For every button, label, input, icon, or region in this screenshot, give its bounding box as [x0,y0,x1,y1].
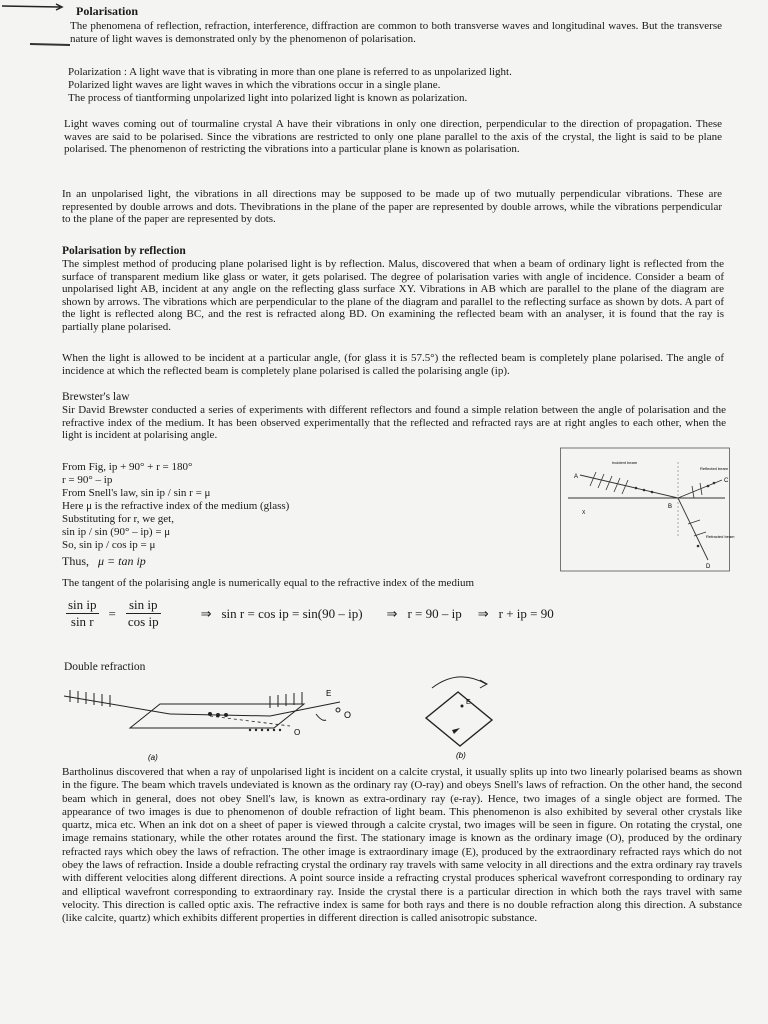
fraction-sin-over-sin [66,597,99,630]
point-b-label: B [668,504,673,510]
point-d-label: D [706,564,711,570]
point-c-label: C [724,478,729,484]
rotating-crystal-figure [410,668,510,760]
definition-line: Polarized light waves are light waves in which the vibrations occur in a single plane. [68,79,441,91]
derivation-line: From Snell's law, sin ip / sin r = μ [62,487,211,499]
implies-arrow: ⇒ [200,605,212,621]
derivation-line: Substituting for r, we get, [62,513,174,525]
heading-brewsters-law: Brewster's law [62,391,130,403]
tangent-equation: μ = tan ip [98,554,146,568]
implies-arrow: ⇒ [386,605,398,621]
polarising-angle-paragraph: When the light is allowed to be incident at a particular angle, (for glass it is 57.5°) the reflected beam is completely plane polarised. The angle of incidence at which the reflected beam is completely plane polarised is called the polarising angle (ip). [62,352,724,377]
reflected-beam-label: Reflected beam [700,466,729,471]
fraction-numerator: sin ip [126,597,161,614]
derivation-line: sin ip / sin (90° – ip) = μ [62,526,171,538]
page-title: Polarisation [76,4,138,18]
caption-b: (b) [456,751,466,760]
double-refraction-paragraph: Bartholinus discovered that when a ray of unpolarised light is incident on a calcite crystal, it usually splits up into two linearly polarised beams as shown in the figure. The beam which travels undeviated is known as the ordinary ray (O-ray) and obeys Snell's laws of refraction. On the other hand, the second beam which in general, does not obey Snell's law, is known as extra-ordinary ray (e-ray). Hence, two images of a single object are formed. The appearance of two images is due to phenomenon of double refraction of light beam. This phenomenon is also exhibited by several other crystals like quartz, mica etc. When an ink dot on a sheet of paper is viewed through a calcite crystal, two images will be seen in figure. On rotating the crystal, one image remains stationary, while the other rotates around the first. The stationary image is known as the ordinary image (O), produced by the ordinary refracted rays which obey the laws of refraction. The other image is extraordinary image (E), produced by the extraordinary refracted rays which do not obey the laws of refraction. Inside a double refracting crystal the ordinary ray travels with same velocity in all directions and the extra ordinary ray travels with different velocities along different directions. A point source inside a refracting crystal produces spherical wavefront corresponding to ordinary ray and elliptical wavefront corresponding to extraordinary ray. Inside the crystal there is a particular direction in which both the rays travel with same velocity. This direction is called optic axis. The refractive index is same for both rays and there is no double refraction along this direction. A substance (like calcite, quartz) which exhibits different properties in different direction is called anisotropic substance. [62,766,742,925]
fraction-numerator: sin ip [68,597,97,612]
equation-part-3: r + ip = 90 [498,605,554,621]
fraction-denominator: cos ip [127,614,159,629]
brewster-figure [560,442,735,572]
o-ray-label: O [294,728,301,737]
calcite-crystal-figure [60,676,370,766]
derivation-line: r = 90° – ip [62,474,113,486]
point-x-label: X [582,510,586,516]
result-line [62,555,542,568]
definitions-block [68,66,668,105]
reflection-paragraph: The simplest method of producing plane polarised light is by reflection. Malus, discovered that when a beam of ordinary light is reflected from the surface of transparent medium like glass or water, it gets polarised. The degree of polarisation varies with angle of incidence. Consider a beam of unpolarised light AB, incident at any angle on the reflecting glass surface XY. Vibrations in AB which are parallel to the plane of the diagram are shown by arrows. The vibrations which are perpendicular to the plane of the diagram and parallel to the reflecting surface as shown by dots. A part of the light is reflected along BC, and the rest is refracted along BD. On examining the reflected beam with an analyser, it is found that the ray is partially plane polarised. [62,258,724,333]
intro-paragraph: The phenomena of reflection, refraction, interference, diffraction are common to both transverse waves and longitudinal waves. But the transverse nature of light waves is demonstrated only by the phenomenon of polarisation. [70,20,722,45]
derivation-line: So, sin ip / cos ip = μ [62,539,156,551]
incident-beam-label: Incident beam [612,460,638,465]
point-a-label: A [574,474,579,480]
brewster-paragraph: Sir David Brewster conducted a series of experiments with different reflectors and found a simple relation between the angle of polarisation and the refractive index of the medium. It has been observed experimentally that the reflected and refracted rays are at right angles to each other, when the light is incident at polarising angle. [62,404,726,442]
refracted-beam-label: Refracted beam [706,534,735,539]
derivation-block [62,461,542,568]
unpolarised-paragraph: In an unpolarised light, the vibrations in all directions may be supposed to be made up of two mutually perpendicular vibrations. These are represented by double arrows and dots. Thevibrations in the plane of the paper are represented by double arrows, while the vibrations perpendicular to the plane of the paper are represented by dots. [62,188,722,226]
caption-a: (a) [148,753,158,762]
heading-polarisation-by-reflection: Polarisation by reflection [62,245,186,257]
definition-line: Polarization : A light wave that is vibrating in more than one plane is referred to as unpolarized light. [68,66,512,78]
final-equation-row [66,597,646,630]
margin-marks [0,0,80,50]
heading-double-refraction: Double refraction [64,661,146,673]
tourmaline-paragraph: Light waves coming out of tourmaline crystal A have their vibrations in only one direction, perpendicular to the direction of propagation. These waves are said to be polarised. Since the vibrations are restricted to only one plane parallel to the axis of the crystal, the light is said to be plane polarised. The phenomenon of restricting the vibrations into a particular plane is known as polarisation. [64,118,722,156]
equals-sign: = [108,605,116,621]
thus-label: Thus, [62,554,89,568]
fraction-denominator: sin r [70,614,94,629]
e-ray-label: E [326,689,332,698]
e-image-label: E [466,699,471,706]
tangent-sentence: The tangent of the polarising angle is numerically equal to the refractive index of the medium [62,577,475,589]
implies-arrow: ⇒ [477,605,489,621]
derivation-line: Here μ is the refractive index of the medium (glass) [62,500,290,512]
o-image-label: O [344,710,352,720]
equation-part-2: r = 90 – ip [407,605,462,621]
equation-part-1: sin r = cos ip = sin(90 – ip) [221,605,363,621]
definition-line: The process of tiantforming unpolarized light into polarized light is known as polarization. [68,92,468,104]
derivation-line: From Fig, ip + 90° + r = 180° [62,461,193,473]
fraction-sin-over-cos [126,597,161,630]
